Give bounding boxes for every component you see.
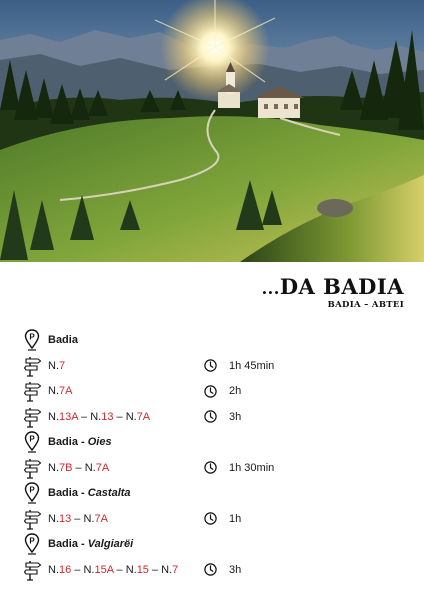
route-numbers — [48, 564, 178, 576]
route-row — [24, 508, 414, 530]
route-number: 7B — [59, 461, 73, 474]
clock-icon — [204, 512, 223, 525]
clock-icon — [204, 461, 223, 474]
clock-icon — [204, 563, 223, 576]
route-dash: – — [72, 461, 85, 474]
route-number: 15A — [94, 563, 114, 576]
location-main: Badia — [48, 334, 78, 346]
page-title — [262, 274, 404, 299]
signpost-icon — [24, 355, 44, 377]
duration — [204, 457, 274, 479]
duration-value: 1h 30min — [229, 461, 275, 474]
clock-icon — [204, 385, 223, 398]
svg-text:P: P — [29, 434, 35, 444]
title-block — [262, 274, 404, 310]
route-prefix: N. — [48, 563, 59, 576]
location-main: Badia — [48, 436, 78, 448]
route-prefix: N. — [48, 512, 59, 525]
location-sub: Castalta — [87, 487, 131, 499]
clock-icon — [204, 410, 223, 423]
svg-text:P: P — [29, 332, 35, 342]
route-dash: – — [71, 563, 84, 576]
route-prefix: N. — [125, 563, 137, 576]
title-text: DA BADIA — [279, 274, 404, 299]
location-name — [48, 538, 133, 550]
duration — [204, 559, 241, 581]
location-separator: - — [77, 487, 88, 499]
title-dots: ... — [261, 279, 280, 298]
svg-text:P: P — [29, 485, 35, 495]
page-subtitle: BADIA – ABTEI — [327, 300, 404, 310]
duration — [204, 380, 241, 402]
location-sub: Valgiarëi — [87, 538, 134, 550]
location-main: Badia — [48, 487, 78, 499]
signpost-icon — [24, 559, 44, 581]
location-row — [24, 431, 414, 453]
route-dash: – — [148, 563, 162, 576]
route-dash: – — [113, 563, 126, 576]
clock-icon — [204, 359, 223, 372]
location-row — [24, 482, 414, 504]
duration — [204, 355, 274, 377]
signpost-icon — [24, 406, 44, 428]
route-number: 13 — [59, 512, 72, 525]
route-numbers — [48, 411, 150, 423]
location-row — [24, 533, 414, 555]
route-number: 13A — [59, 410, 78, 423]
signpost-icon — [24, 380, 44, 402]
location-name — [48, 334, 78, 346]
parking-pin-icon — [24, 533, 44, 555]
route-prefix: N. — [125, 410, 137, 423]
route-prefix: N. — [161, 563, 173, 576]
parking-pin-icon — [24, 329, 44, 351]
route-number: 7A — [94, 512, 108, 525]
location-name — [48, 487, 131, 499]
hero-photo — [0, 0, 424, 262]
route-dash: – — [77, 410, 91, 423]
location-name — [48, 436, 112, 448]
route-row — [24, 406, 414, 428]
route-prefix: N. — [48, 359, 59, 372]
route-numbers — [48, 462, 109, 474]
route-prefix: N. — [83, 563, 95, 576]
duration-value: 1h — [229, 512, 242, 525]
route-prefix: N. — [83, 512, 95, 525]
route-number: 7 — [59, 359, 66, 372]
route-number: 7A — [59, 385, 73, 397]
duration-value: 1h 45min — [229, 359, 275, 372]
route-dash: – — [71, 512, 84, 525]
route-numbers — [48, 360, 65, 372]
route-prefix: N. — [48, 461, 59, 474]
route-dash: – — [113, 410, 126, 423]
route-numbers — [48, 513, 108, 525]
route-numbers — [48, 385, 72, 397]
route-prefix: N. — [48, 410, 59, 423]
duration — [204, 508, 241, 530]
route-prefix: N. — [48, 385, 59, 397]
route-row — [24, 457, 414, 479]
duration-value: 3h — [229, 563, 242, 576]
duration-value: 2h — [229, 385, 242, 397]
route-number: 13 — [101, 410, 114, 423]
parking-pin-icon — [24, 482, 44, 504]
route-prefix: N. — [90, 410, 102, 423]
location-row — [24, 329, 414, 351]
svg-text:P: P — [29, 536, 35, 546]
location-main: Badia — [48, 538, 78, 550]
route-number: 7A — [95, 461, 110, 474]
route-number: 15 — [136, 563, 149, 576]
location-sub: Oies — [87, 436, 112, 448]
route-row — [24, 559, 414, 581]
route-row — [24, 355, 414, 377]
location-separator: - — [77, 436, 88, 448]
route-row — [24, 380, 414, 402]
signpost-icon — [24, 508, 44, 530]
location-separator: - — [77, 538, 88, 550]
route-number: 16 — [59, 563, 72, 576]
duration-value: 3h — [229, 410, 242, 423]
parking-pin-icon — [24, 431, 44, 453]
route-prefix: N. — [84, 461, 96, 474]
route-number: 7 — [172, 563, 179, 576]
duration — [204, 406, 241, 428]
route-number: 7A — [136, 410, 151, 423]
signpost-icon — [24, 457, 44, 479]
